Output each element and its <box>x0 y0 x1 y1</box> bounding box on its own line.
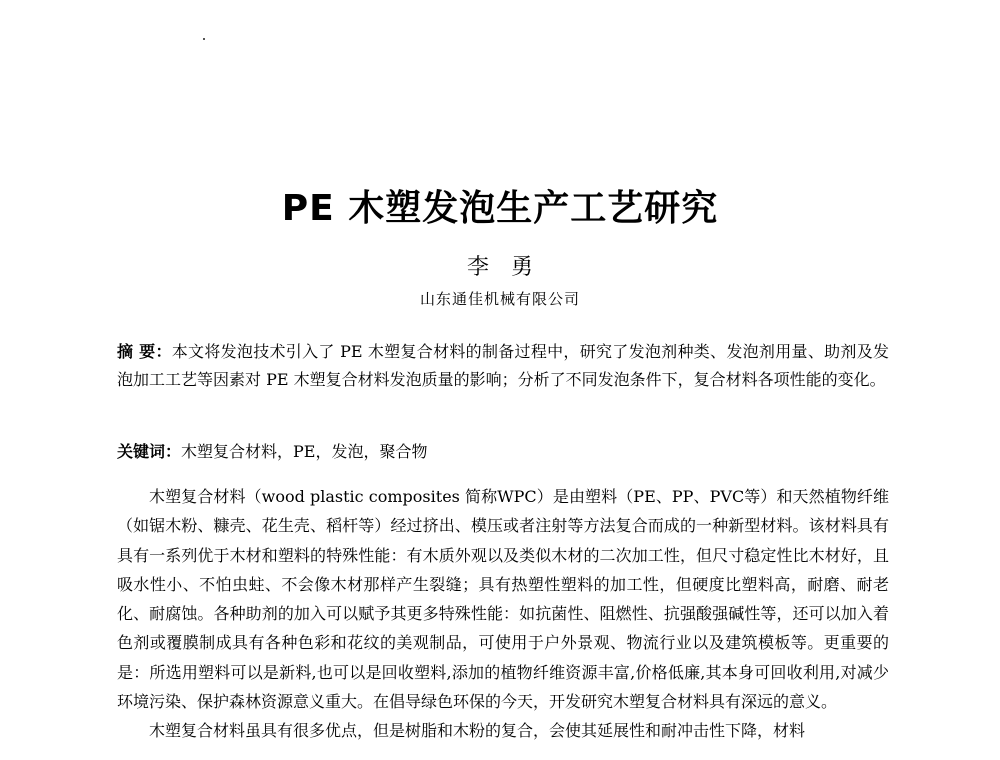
abstract <box>117 338 889 393</box>
abstract-label: 摘 要： <box>117 342 172 361</box>
body-paragraph: 木塑复合材料（wood plastic composites 简称WPC）是由塑料（PE、PP、PVC等）和天然植物纤维（如锯木粉、糠壳、花生壳、稻杆等）经过挤出、模压或者注射等方法复合而成的一种新型材料。该材料具有具有一系列优于木材和塑料的特殊性能：有木质外观以及类似木材的二次加工性，但尺寸稳定性比木材好，且吸水性小、不怕虫蛀、不会像木材那样产生裂缝；具有热塑性塑料的加工性，但硬度比塑料高，耐磨、耐老化、耐腐蚀。各种助剂的加入可以赋予其更多特殊性能：如抗菌性、阻燃性、抗强酸强碱性等，还可以加入着色剂或覆膜制成具有各种色彩和花纹的美观制品，可使用于户外景观、物流行业以及建筑模板等。更重要的是：所选用塑料可以是新料,也可以是回收塑料,添加的植物纤维资源丰富,价格低廉,其本身可回收利用,对减少环境污染、保护森林资源意义重大。在倡导绿色环保的今天，开发研究木塑复合材料具有深远的意义。 <box>117 487 889 712</box>
abstract-text: 本文将发泡技术引入了 PE 木塑复合材料的制备过程中，研究了发泡剂种类、发泡剂用量、助剂及发泡加工工艺等因素对 PE 木塑复合材料发泡质量的影响；分析了不同发泡条件下，复合材料各项性能的变化。 <box>117 342 889 389</box>
keywords-label: 关键词： <box>117 442 182 461</box>
keywords-text: 木塑复合材料，PE，发泡，聚合物 <box>181 442 428 461</box>
paper-title: PE 木塑发泡生产工艺研究 <box>281 188 719 229</box>
scan-speck <box>203 38 205 40</box>
body-paragraph: 木塑复合材料虽具有很多优点，但是树脂和木粉的复合，会使其延展性和耐冲击性下降，材料 <box>149 721 806 741</box>
author-name: 李勇 <box>466 255 555 280</box>
author-affiliation: 山东通佳机械有限公司 <box>419 290 580 308</box>
keywords <box>117 438 889 465</box>
body-text <box>117 482 889 746</box>
